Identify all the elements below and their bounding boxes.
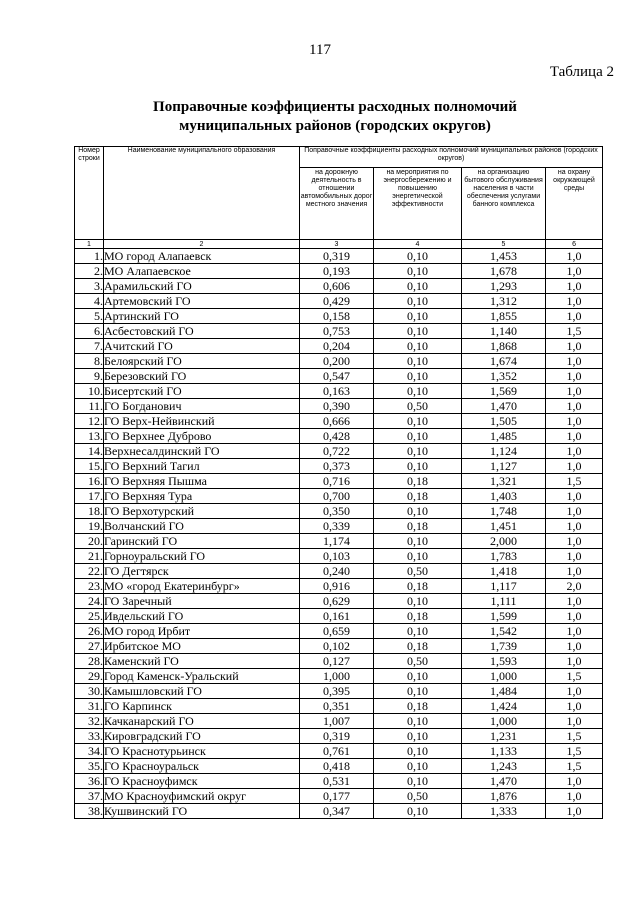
environment-coefficient-cell: 1,0 bbox=[546, 444, 603, 459]
energy-coefficient-cell: 0,10 bbox=[374, 249, 462, 264]
column-number: 5 bbox=[462, 240, 546, 249]
environment-coefficient-cell: 1,0 bbox=[546, 594, 603, 609]
roads-coefficient-cell: 1,000 bbox=[300, 669, 374, 684]
table-row bbox=[75, 804, 603, 819]
municipality-name-cell: Ачитский ГО bbox=[104, 339, 300, 354]
energy-coefficient-cell: 0,18 bbox=[374, 639, 462, 654]
municipality-name-cell: ГО Верхняя Тура bbox=[104, 489, 300, 504]
municipality-name-cell: Кировградский ГО bbox=[104, 729, 300, 744]
environment-coefficient-cell: 1,0 bbox=[546, 549, 603, 564]
environment-coefficient-cell: 1,0 bbox=[546, 624, 603, 639]
table-row bbox=[75, 294, 603, 309]
energy-coefficient-cell: 0,10 bbox=[374, 384, 462, 399]
municipality-name-cell: Гаринский ГО bbox=[104, 534, 300, 549]
table-row bbox=[75, 729, 603, 744]
environment-coefficient-cell: 1,0 bbox=[546, 249, 603, 264]
municipality-name-cell: Горноуральский ГО bbox=[104, 549, 300, 564]
roads-coefficient-cell: 0,339 bbox=[300, 519, 374, 534]
row-number-cell: 12. bbox=[75, 414, 104, 429]
bath-coefficient-cell: 1,243 bbox=[462, 759, 546, 774]
municipality-name-cell: ГО Дегтярск bbox=[104, 564, 300, 579]
table-row bbox=[75, 264, 603, 279]
row-number-cell: 33. bbox=[75, 729, 104, 744]
roads-coefficient-cell: 0,700 bbox=[300, 489, 374, 504]
roads-coefficient-cell: 0,319 bbox=[300, 249, 374, 264]
table-row bbox=[75, 549, 603, 564]
row-number-cell: 32. bbox=[75, 714, 104, 729]
row-number-cell: 7. bbox=[75, 339, 104, 354]
table-body bbox=[75, 249, 603, 819]
bath-coefficient-cell: 1,485 bbox=[462, 429, 546, 444]
row-number-cell: 37. bbox=[75, 789, 104, 804]
environment-coefficient-cell: 1,0 bbox=[546, 684, 603, 699]
environment-coefficient-cell: 1,0 bbox=[546, 804, 603, 819]
row-number-cell: 20. bbox=[75, 534, 104, 549]
bath-coefficient-cell: 1,484 bbox=[462, 684, 546, 699]
table-row bbox=[75, 624, 603, 639]
row-number-cell: 10. bbox=[75, 384, 104, 399]
table-row bbox=[75, 639, 603, 654]
bath-coefficient-cell: 1,674 bbox=[462, 354, 546, 369]
bath-coefficient-cell: 1,739 bbox=[462, 639, 546, 654]
table-row bbox=[75, 654, 603, 669]
row-number-cell: 14. bbox=[75, 444, 104, 459]
bath-coefficient-cell: 1,321 bbox=[462, 474, 546, 489]
roads-coefficient-cell: 0,127 bbox=[300, 654, 374, 669]
energy-coefficient-cell: 0,18 bbox=[374, 474, 462, 489]
energy-coefficient-cell: 0,10 bbox=[374, 444, 462, 459]
municipality-name-cell: Волчанский ГО bbox=[104, 519, 300, 534]
roads-coefficient-cell: 0,373 bbox=[300, 459, 374, 474]
row-number-cell: 2. bbox=[75, 264, 104, 279]
roads-coefficient-cell: 0,390 bbox=[300, 399, 374, 414]
municipality-name-cell: ГО Заречный bbox=[104, 594, 300, 609]
municipality-name-cell: Кушвинский ГО bbox=[104, 804, 300, 819]
energy-coefficient-cell: 0,10 bbox=[374, 324, 462, 339]
row-number-cell: 9. bbox=[75, 369, 104, 384]
roads-coefficient-cell: 0,102 bbox=[300, 639, 374, 654]
bath-coefficient-cell: 1,599 bbox=[462, 609, 546, 624]
energy-coefficient-cell: 0,10 bbox=[374, 669, 462, 684]
header-row-top bbox=[75, 147, 603, 168]
energy-coefficient-cell: 0,50 bbox=[374, 789, 462, 804]
row-number-cell: 29. bbox=[75, 669, 104, 684]
column-number: 6 bbox=[546, 240, 603, 249]
roads-coefficient-cell: 0,351 bbox=[300, 699, 374, 714]
environment-coefficient-cell: 1,0 bbox=[546, 639, 603, 654]
row-number-cell: 21. bbox=[75, 549, 104, 564]
municipality-name-cell: ГО Верхотурский bbox=[104, 504, 300, 519]
row-number-cell: 19. bbox=[75, 519, 104, 534]
roads-coefficient-cell: 0,716 bbox=[300, 474, 374, 489]
roads-coefficient-cell: 0,629 bbox=[300, 594, 374, 609]
header-environment: на охрану окружающей среды bbox=[546, 168, 603, 240]
roads-coefficient-cell: 0,666 bbox=[300, 414, 374, 429]
energy-coefficient-cell: 0,10 bbox=[374, 279, 462, 294]
roads-coefficient-cell: 0,531 bbox=[300, 774, 374, 789]
energy-coefficient-cell: 0,18 bbox=[374, 489, 462, 504]
bath-coefficient-cell: 1,333 bbox=[462, 804, 546, 819]
energy-coefficient-cell: 0,18 bbox=[374, 699, 462, 714]
table-row bbox=[75, 459, 603, 474]
bath-coefficient-cell: 1,748 bbox=[462, 504, 546, 519]
municipality-name-cell: ГО Верхнее Дуброво bbox=[104, 429, 300, 444]
roads-coefficient-cell: 0,428 bbox=[300, 429, 374, 444]
roads-coefficient-cell: 0,200 bbox=[300, 354, 374, 369]
table-label: Таблица 2 bbox=[549, 64, 614, 80]
environment-coefficient-cell: 1,0 bbox=[546, 279, 603, 294]
column-number: 4 bbox=[374, 240, 462, 249]
environment-coefficient-cell: 1,0 bbox=[546, 489, 603, 504]
environment-coefficient-cell: 1,0 bbox=[546, 339, 603, 354]
municipality-name-cell: МО «город Екатеринбург» bbox=[104, 579, 300, 594]
roads-coefficient-cell: 0,240 bbox=[300, 564, 374, 579]
table-row bbox=[75, 504, 603, 519]
row-number-cell: 1. bbox=[75, 249, 104, 264]
environment-coefficient-cell: 1,5 bbox=[546, 759, 603, 774]
municipality-name-cell: Город Каменск-Уральский bbox=[104, 669, 300, 684]
column-number: 3 bbox=[300, 240, 374, 249]
municipality-name-cell: ГО Карпинск bbox=[104, 699, 300, 714]
bath-coefficient-cell: 1,593 bbox=[462, 654, 546, 669]
municipality-name-cell: Ивдельский ГО bbox=[104, 609, 300, 624]
table-row bbox=[75, 699, 603, 714]
header-bath: на организацию бытового обслуживания населения в части обеспечения услугами банного комплекса bbox=[462, 168, 546, 240]
municipality-name-cell: МО Красноуфимский округ bbox=[104, 789, 300, 804]
municipality-name-cell: ГО Верх-Нейвинский bbox=[104, 414, 300, 429]
row-number-cell: 15. bbox=[75, 459, 104, 474]
roads-coefficient-cell: 0,753 bbox=[300, 324, 374, 339]
roads-coefficient-cell: 0,395 bbox=[300, 684, 374, 699]
bath-coefficient-cell: 1,505 bbox=[462, 414, 546, 429]
bath-coefficient-cell: 1,000 bbox=[462, 669, 546, 684]
environment-coefficient-cell: 1,5 bbox=[546, 729, 603, 744]
bath-coefficient-cell: 1,470 bbox=[462, 399, 546, 414]
table-row bbox=[75, 444, 603, 459]
energy-coefficient-cell: 0,10 bbox=[374, 759, 462, 774]
roads-coefficient-cell: 0,204 bbox=[300, 339, 374, 354]
bath-coefficient-cell: 1,312 bbox=[462, 294, 546, 309]
row-number-cell: 4. bbox=[75, 294, 104, 309]
environment-coefficient-cell: 1,0 bbox=[546, 414, 603, 429]
table-row bbox=[75, 354, 603, 369]
municipality-name-cell: ГО Богданович bbox=[104, 399, 300, 414]
municipality-name-cell: Белоярский ГО bbox=[104, 354, 300, 369]
row-number-cell: 18. bbox=[75, 504, 104, 519]
energy-coefficient-cell: 0,10 bbox=[374, 354, 462, 369]
roads-coefficient-cell: 0,722 bbox=[300, 444, 374, 459]
municipality-name-cell: Асбестовский ГО bbox=[104, 324, 300, 339]
row-number-cell: 35. bbox=[75, 759, 104, 774]
environment-coefficient-cell: 1,0 bbox=[546, 519, 603, 534]
environment-coefficient-cell: 1,0 bbox=[546, 459, 603, 474]
roads-coefficient-cell: 0,103 bbox=[300, 549, 374, 564]
table-row bbox=[75, 744, 603, 759]
roads-coefficient-cell: 1,007 bbox=[300, 714, 374, 729]
energy-coefficient-cell: 0,10 bbox=[374, 714, 462, 729]
bath-coefficient-cell: 1,127 bbox=[462, 459, 546, 474]
table-row bbox=[75, 564, 603, 579]
table-row bbox=[75, 414, 603, 429]
page-number: 117 bbox=[309, 42, 331, 58]
table-row bbox=[75, 339, 603, 354]
municipality-name-cell: Каменский ГО bbox=[104, 654, 300, 669]
row-number-cell: 11. bbox=[75, 399, 104, 414]
roads-coefficient-cell: 1,174 bbox=[300, 534, 374, 549]
environment-coefficient-cell: 1,0 bbox=[546, 789, 603, 804]
energy-coefficient-cell: 0,50 bbox=[374, 654, 462, 669]
bath-coefficient-cell: 1,403 bbox=[462, 489, 546, 504]
municipality-name-cell: Артемовский ГО bbox=[104, 294, 300, 309]
header-coefficients-group: Поправочные коэффициенты расходных полномочий муниципальных районов (городских округов) bbox=[300, 147, 603, 168]
energy-coefficient-cell: 0,10 bbox=[374, 534, 462, 549]
column-number: 2 bbox=[104, 240, 300, 249]
roads-coefficient-cell: 0,193 bbox=[300, 264, 374, 279]
table-row bbox=[75, 774, 603, 789]
bath-coefficient-cell: 1,418 bbox=[462, 564, 546, 579]
energy-coefficient-cell: 0,10 bbox=[374, 369, 462, 384]
row-number-cell: 38. bbox=[75, 804, 104, 819]
bath-coefficient-cell: 1,855 bbox=[462, 309, 546, 324]
column-number: 1 bbox=[75, 240, 104, 249]
bath-coefficient-cell: 1,453 bbox=[462, 249, 546, 264]
row-number-cell: 30. bbox=[75, 684, 104, 699]
energy-coefficient-cell: 0,10 bbox=[374, 309, 462, 324]
table-row bbox=[75, 609, 603, 624]
table-row bbox=[75, 429, 603, 444]
row-number-cell: 23. bbox=[75, 579, 104, 594]
bath-coefficient-cell: 1,783 bbox=[462, 549, 546, 564]
energy-coefficient-cell: 0,18 bbox=[374, 579, 462, 594]
environment-coefficient-cell: 1,0 bbox=[546, 609, 603, 624]
energy-coefficient-cell: 0,10 bbox=[374, 504, 462, 519]
bath-coefficient-cell: 1,542 bbox=[462, 624, 546, 639]
header-row-number: Номер строки bbox=[75, 147, 104, 240]
municipality-name-cell: Березовский ГО bbox=[104, 369, 300, 384]
bath-coefficient-cell: 1,424 bbox=[462, 699, 546, 714]
roads-coefficient-cell: 0,606 bbox=[300, 279, 374, 294]
bath-coefficient-cell: 1,000 bbox=[462, 714, 546, 729]
environment-coefficient-cell: 1,5 bbox=[546, 324, 603, 339]
environment-coefficient-cell: 1,0 bbox=[546, 504, 603, 519]
row-number-cell: 25. bbox=[75, 609, 104, 624]
title-line-2: муниципальных районов (городских округов) bbox=[179, 118, 491, 134]
environment-coefficient-cell: 1,0 bbox=[546, 384, 603, 399]
municipality-name-cell: Верхнесалдинский ГО bbox=[104, 444, 300, 459]
row-number-cell: 5. bbox=[75, 309, 104, 324]
environment-coefficient-cell: 1,5 bbox=[546, 669, 603, 684]
coefficients-table bbox=[74, 146, 603, 819]
bath-coefficient-cell: 1,569 bbox=[462, 384, 546, 399]
table-row bbox=[75, 474, 603, 489]
table-row bbox=[75, 534, 603, 549]
table-row bbox=[75, 369, 603, 384]
roads-coefficient-cell: 0,163 bbox=[300, 384, 374, 399]
bath-coefficient-cell: 1,352 bbox=[462, 369, 546, 384]
energy-coefficient-cell: 0,50 bbox=[374, 399, 462, 414]
municipality-name-cell: ГО Краснотурьинск bbox=[104, 744, 300, 759]
municipality-name-cell: МО город Ирбит bbox=[104, 624, 300, 639]
environment-coefficient-cell: 1,0 bbox=[546, 264, 603, 279]
environment-coefficient-cell: 1,0 bbox=[546, 564, 603, 579]
energy-coefficient-cell: 0,10 bbox=[374, 414, 462, 429]
header-name: Наименование муниципального образования bbox=[104, 147, 300, 240]
energy-coefficient-cell: 0,18 bbox=[374, 519, 462, 534]
municipality-name-cell: ГО Верхняя Пышма bbox=[104, 474, 300, 489]
roads-coefficient-cell: 0,761 bbox=[300, 744, 374, 759]
energy-coefficient-cell: 0,10 bbox=[374, 429, 462, 444]
row-number-cell: 26. bbox=[75, 624, 104, 639]
energy-coefficient-cell: 0,10 bbox=[374, 774, 462, 789]
energy-coefficient-cell: 0,10 bbox=[374, 459, 462, 474]
energy-coefficient-cell: 0,10 bbox=[374, 549, 462, 564]
environment-coefficient-cell: 1,0 bbox=[546, 654, 603, 669]
energy-coefficient-cell: 0,50 bbox=[374, 564, 462, 579]
municipality-name-cell: ГО Красноуральск bbox=[104, 759, 300, 774]
environment-coefficient-cell: 1,5 bbox=[546, 744, 603, 759]
environment-coefficient-cell: 1,0 bbox=[546, 714, 603, 729]
roads-coefficient-cell: 0,916 bbox=[300, 579, 374, 594]
municipality-name-cell: Камышловский ГО bbox=[104, 684, 300, 699]
bath-coefficient-cell: 1,124 bbox=[462, 444, 546, 459]
energy-coefficient-cell: 0,10 bbox=[374, 729, 462, 744]
municipality-name-cell: МО город Алапаевск bbox=[104, 249, 300, 264]
municipality-name-cell: ГО Верхний Тагил bbox=[104, 459, 300, 474]
header-energy: на мероприятия по энергосбережению и повышению энергетической эффективности bbox=[374, 168, 462, 240]
environment-coefficient-cell: 1,0 bbox=[546, 534, 603, 549]
table-row bbox=[75, 309, 603, 324]
bath-coefficient-cell: 1,140 bbox=[462, 324, 546, 339]
environment-coefficient-cell: 1,0 bbox=[546, 294, 603, 309]
table-row bbox=[75, 489, 603, 504]
table-row bbox=[75, 579, 603, 594]
municipality-name-cell: ГО Красноуфимск bbox=[104, 774, 300, 789]
bath-coefficient-cell: 2,000 bbox=[462, 534, 546, 549]
table-row bbox=[75, 384, 603, 399]
energy-coefficient-cell: 0,10 bbox=[374, 744, 462, 759]
environment-coefficient-cell: 1,0 bbox=[546, 774, 603, 789]
table-row bbox=[75, 399, 603, 414]
row-number-cell: 8. bbox=[75, 354, 104, 369]
row-number-cell: 13. bbox=[75, 429, 104, 444]
municipality-name-cell: Артинский ГО bbox=[104, 309, 300, 324]
bath-coefficient-cell: 1,876 bbox=[462, 789, 546, 804]
table-row bbox=[75, 759, 603, 774]
environment-coefficient-cell: 1,0 bbox=[546, 429, 603, 444]
roads-coefficient-cell: 0,659 bbox=[300, 624, 374, 639]
roads-coefficient-cell: 0,158 bbox=[300, 309, 374, 324]
municipality-name-cell: Арамильский ГО bbox=[104, 279, 300, 294]
bath-coefficient-cell: 1,293 bbox=[462, 279, 546, 294]
document-title bbox=[70, 98, 600, 136]
row-number-cell: 22. bbox=[75, 564, 104, 579]
environment-coefficient-cell: 1,0 bbox=[546, 369, 603, 384]
roads-coefficient-cell: 0,319 bbox=[300, 729, 374, 744]
environment-coefficient-cell: 1,0 bbox=[546, 309, 603, 324]
roads-coefficient-cell: 0,347 bbox=[300, 804, 374, 819]
environment-coefficient-cell: 1,0 bbox=[546, 699, 603, 714]
municipality-name-cell: Бисертский ГО bbox=[104, 384, 300, 399]
energy-coefficient-cell: 0,10 bbox=[374, 264, 462, 279]
row-number-cell: 24. bbox=[75, 594, 104, 609]
environment-coefficient-cell: 1,5 bbox=[546, 474, 603, 489]
roads-coefficient-cell: 0,177 bbox=[300, 789, 374, 804]
row-number-cell: 36. bbox=[75, 774, 104, 789]
row-number-cell: 27. bbox=[75, 639, 104, 654]
environment-coefficient-cell: 2,0 bbox=[546, 579, 603, 594]
energy-coefficient-cell: 0,18 bbox=[374, 609, 462, 624]
bath-coefficient-cell: 1,133 bbox=[462, 744, 546, 759]
bath-coefficient-cell: 1,451 bbox=[462, 519, 546, 534]
roads-coefficient-cell: 0,547 bbox=[300, 369, 374, 384]
energy-coefficient-cell: 0,10 bbox=[374, 294, 462, 309]
municipality-name-cell: МО Алапаевское bbox=[104, 264, 300, 279]
row-number-cell: 6. bbox=[75, 324, 104, 339]
environment-coefficient-cell: 1,0 bbox=[546, 354, 603, 369]
bath-coefficient-cell: 1,678 bbox=[462, 264, 546, 279]
table-row bbox=[75, 519, 603, 534]
table-row bbox=[75, 594, 603, 609]
energy-coefficient-cell: 0,10 bbox=[374, 804, 462, 819]
bath-coefficient-cell: 1,868 bbox=[462, 339, 546, 354]
environment-coefficient-cell: 1,0 bbox=[546, 399, 603, 414]
energy-coefficient-cell: 0,10 bbox=[374, 339, 462, 354]
municipality-name-cell: Ирбитское МО bbox=[104, 639, 300, 654]
energy-coefficient-cell: 0,10 bbox=[374, 594, 462, 609]
table-row bbox=[75, 324, 603, 339]
municipality-name-cell: Качканарский ГО bbox=[104, 714, 300, 729]
row-number-cell: 28. bbox=[75, 654, 104, 669]
table-row bbox=[75, 789, 603, 804]
header-roads: на дорожную деятельность в отношении автомобильных дорог местного значения bbox=[300, 168, 374, 240]
table-row bbox=[75, 714, 603, 729]
title-line-1: Поправочные коэффициенты расходных полномочий bbox=[153, 99, 517, 115]
table-row bbox=[75, 684, 603, 699]
table-row bbox=[75, 249, 603, 264]
row-number-cell: 31. bbox=[75, 699, 104, 714]
roads-coefficient-cell: 0,350 bbox=[300, 504, 374, 519]
bath-coefficient-cell: 1,231 bbox=[462, 729, 546, 744]
bath-coefficient-cell: 1,111 bbox=[462, 594, 546, 609]
row-number-cell: 17. bbox=[75, 489, 104, 504]
bath-coefficient-cell: 1,470 bbox=[462, 774, 546, 789]
roads-coefficient-cell: 0,161 bbox=[300, 609, 374, 624]
table-row bbox=[75, 669, 603, 684]
row-number-cell: 34. bbox=[75, 744, 104, 759]
table-row bbox=[75, 279, 603, 294]
roads-coefficient-cell: 0,429 bbox=[300, 294, 374, 309]
bath-coefficient-cell: 1,117 bbox=[462, 579, 546, 594]
row-number-cell: 16. bbox=[75, 474, 104, 489]
row-number-cell: 3. bbox=[75, 279, 104, 294]
energy-coefficient-cell: 0,10 bbox=[374, 624, 462, 639]
energy-coefficient-cell: 0,10 bbox=[374, 684, 462, 699]
column-numbers-row bbox=[75, 240, 603, 249]
roads-coefficient-cell: 0,418 bbox=[300, 759, 374, 774]
